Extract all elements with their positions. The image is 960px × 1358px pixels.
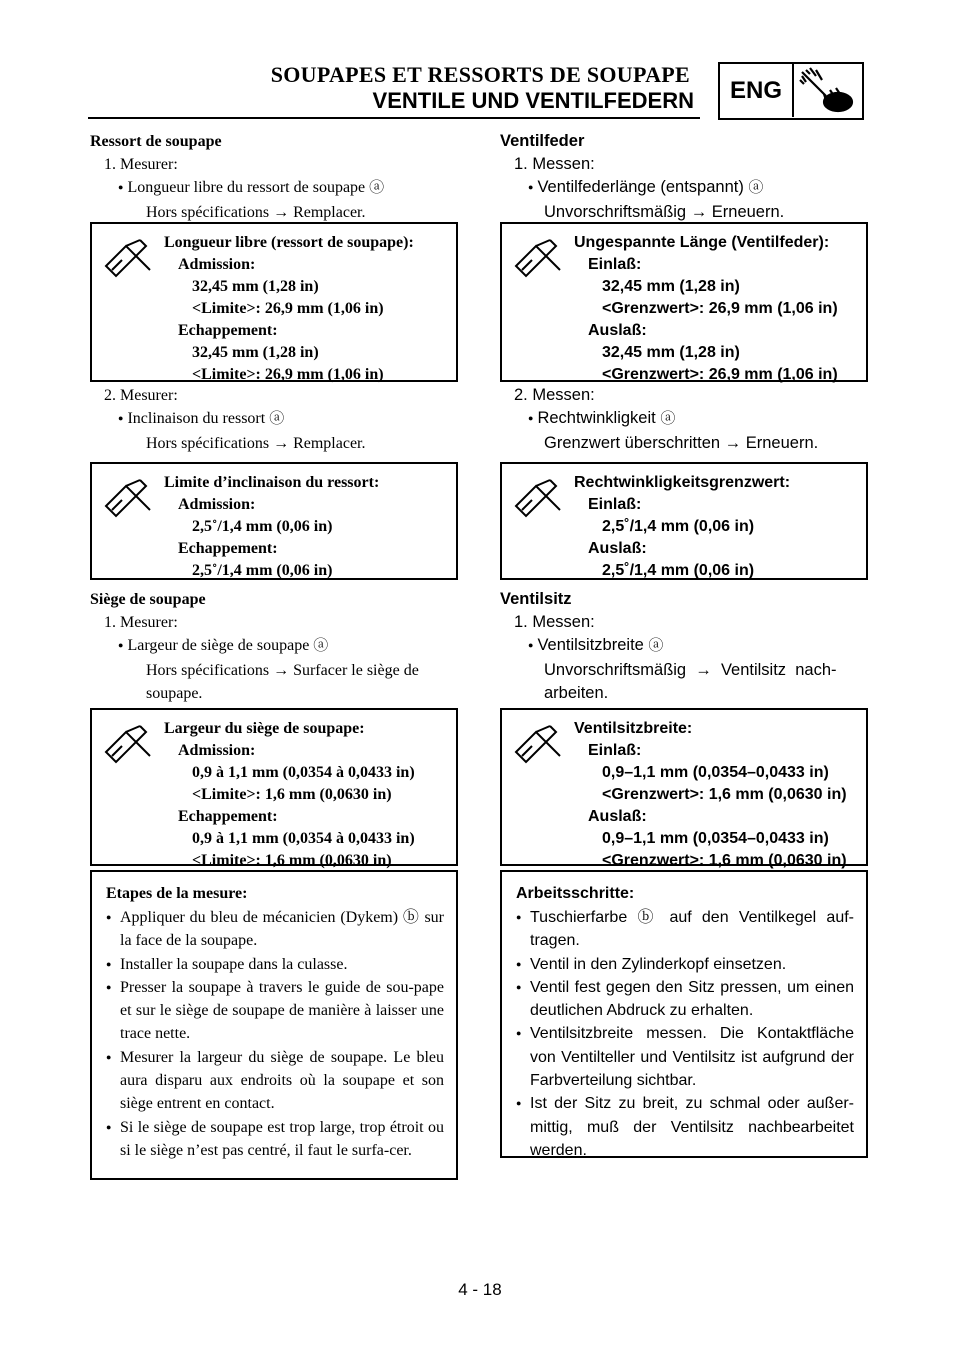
de-spring-item2-text: Rechtwinkligkeit [537, 409, 661, 427]
caliper-icon [512, 476, 564, 528]
fr-seat-step1: 1. Mesurer: [104, 614, 178, 631]
fr-spring-step1: 1. Mesurer: [104, 156, 178, 173]
fr-seat-title: Siège de soupape [90, 591, 206, 608]
de-spring-out1: Unvorschriftsmäßig → Erneuern. [544, 203, 785, 221]
header-rule [88, 117, 700, 119]
spec-line: <Limite>: 1,6 mm (0,0630 in) [192, 852, 392, 869]
caliper-icon [102, 722, 154, 774]
de-seat-item1-text: Ventilsitzbreite [537, 636, 649, 654]
fr-spring-item1-text: Longueur libre du ressort de soupape [127, 179, 370, 196]
de-spring-step2: 2. Messen: [514, 386, 595, 404]
de-spec-3-text [574, 718, 847, 872]
spec-line: <Limite>: 26,9 mm (1,06 in) [192, 300, 384, 317]
spec-line: Einlaß: [588, 742, 642, 759]
de-spring-item1 [500, 176, 870, 201]
spec-line: <Limite>: 1,6 mm (0,0630 in) [192, 786, 392, 803]
spec-line: Rechtwinkligkeitsgrenzwert: [574, 474, 791, 491]
spec-line: 32,45 mm (1,28 in) [192, 278, 319, 295]
de-spec-box-1 [500, 222, 868, 382]
spec-line: <Grenzwert>: 26,9 mm (1,06 in) [602, 366, 838, 383]
fr-spec-box-1 [90, 222, 458, 382]
spec-line: Ventilsitzbreite: [574, 720, 693, 737]
spec-line: Admission: [178, 496, 256, 513]
spec-line: 2,5˚/1,4 mm (0,06 in) [602, 562, 755, 579]
fr-spring-title: Ressort de soupape [90, 133, 222, 150]
de-seat-out1a: Unvorschriftsmäßig → Ventilsitz nach- [544, 661, 837, 679]
fr-step-item: ● Mesurer la largeur du siège de soupape. Le bleu aura disparu aux endroits où la soupape et son siège entrent en contact. [106, 1046, 444, 1116]
fr-spec-box-2 [90, 462, 458, 580]
marker-a: ⓐ [748, 178, 764, 196]
fr-column [90, 130, 460, 224]
spec-line: 2,5˚/1,4 mm (0,06 in) [192, 562, 333, 579]
de-seat-title: Ventilsitz [500, 590, 572, 608]
spec-line: 32,45 mm (1,28 in) [602, 344, 740, 361]
spec-line: Echappement: [178, 540, 278, 557]
de-step-item: ● Ventil fest gegen den Sitz pressen, um einen deutlichen Abdruck zu erhalten. [516, 976, 854, 1023]
fr-step-item: ● Si le siège de soupape est trop large, trop étroit ou si le siège n’est pas centré, il faut le surfa-cer. [106, 1116, 444, 1163]
marker-a: ⓐ [369, 178, 385, 196]
fr-spring-out2: Hors spécifications → Remplacer. [146, 435, 366, 452]
spec-line: Longueur libre (ressort de soupape): [164, 234, 414, 251]
de-column [500, 130, 870, 224]
fr-seat-section [90, 588, 460, 705]
spec-line: Echappement: [178, 808, 278, 825]
caliper-icon [102, 476, 154, 528]
fr-step-item: ● Appliquer du bleu de mécanicien (Dykem) ⓑ sur la face de la soupape. [106, 906, 444, 953]
fr-seat-item1-text: Largeur de siège de soupape [127, 637, 314, 654]
spec-line: Auslaß: [588, 540, 647, 557]
spec-line: Einlaß: [588, 256, 642, 273]
spec-line: Einlaß: [588, 496, 642, 513]
fr-step-item: ● Presser la soupape à travers le guide de sou-pape et sur le siège de soupape de manière à laisser une trace nette. [106, 976, 444, 1046]
de-spring-out2: Grenzwert überschritten → Erneuern. [544, 434, 819, 452]
page-number: 4 - 18 [458, 1280, 502, 1299]
fr-spring-item2-text: Inclinaison du ressort [127, 410, 270, 427]
caliper-icon [512, 236, 564, 288]
fr-spring-item1 [90, 176, 460, 201]
de-spring-part2 [500, 384, 870, 455]
spec-line: <Grenzwert>: 26,9 mm (1,06 in) [602, 300, 838, 317]
de-seat-step1: 1. Messen: [514, 613, 595, 631]
spec-line: <Grenzwert>: 1,6 mm (0,0630 in) [602, 852, 847, 869]
fr-seat-out1a: Hors spécifications → Surfacer le siège de [146, 662, 419, 679]
spec-line: 0,9 à 1,1 mm (0,0354 à 0,0433 in) [192, 830, 415, 847]
fr-seat-out1b: soupape. [146, 685, 203, 702]
spec-line: Ungespannte Länge (Ventilfeder): [574, 234, 830, 251]
de-spring-item1-text: Ventilfederlänge (entspannt) [537, 178, 749, 196]
fr-spring-item2 [90, 407, 460, 432]
de-spec-2-text [574, 472, 790, 582]
de-step-item: ● Ventilsitzbreite messen. Die Kontaktfläche von Ventilteller und Ventilsitz ist aufgrund der Farbverteilung sichtbar. [516, 1022, 854, 1092]
section-title-fr: SOUPAPES ET RESSORTS DE SOUPAPE [270, 62, 690, 87]
eng-badge [718, 62, 864, 120]
de-spring-title: Ventilfeder [500, 132, 585, 150]
fr-spec-2-text [164, 472, 379, 582]
de-steps-box [500, 870, 868, 1158]
section-title-de: VENTILE UND VENTILFEDERN [372, 88, 694, 113]
de-spring-step1: 1. Messen: [514, 155, 595, 173]
spec-line: 0,9–1,1 mm (0,0354–0,0433 in) [602, 764, 829, 781]
de-spec-1-text [574, 232, 838, 386]
de-step-item: ● Ventil in den Zylinderkopf einsetzen. [516, 953, 854, 976]
fr-seat-item1 [90, 634, 460, 659]
spec-line: Admission: [178, 742, 256, 759]
de-spec-box-3 [500, 708, 868, 869]
fr-step-item: ● Installer la soupape dans la culasse. [106, 953, 444, 976]
de-seat-out1b: arbeiten. [544, 684, 609, 702]
fr-spring-step2: 2. Mesurer: [104, 387, 178, 404]
fr-steps-box [90, 870, 458, 1180]
spec-line: Largeur du siège de soupape: [164, 720, 365, 737]
spec-line: Auslaß: [588, 322, 647, 339]
spec-line: <Grenzwert>: 1,6 mm (0,0630 in) [602, 786, 847, 803]
fr-steps-title: Etapes de la mesure: [106, 885, 248, 902]
marker-a: ⓐ [648, 636, 664, 654]
spec-line: 0,9–1,1 mm (0,0354–0,0433 in) [602, 830, 829, 847]
spec-line: Admission: [178, 256, 256, 273]
spec-line: 2,5˚/1,4 mm (0,06 in) [192, 518, 333, 535]
de-step-item: ● Tuschierfarbe ⓑ auf den Ventilkegel auf-tragen. [516, 906, 854, 953]
marker-a: ⓐ [269, 409, 285, 427]
spec-line: Limite d’inclinaison du ressort: [164, 474, 380, 491]
fr-spec-1-text [164, 232, 414, 386]
fr-spring-out1: Hors spécifications → Remplacer. [146, 204, 366, 221]
de-spec-box-2 [500, 462, 868, 580]
fr-spec-box-3 [90, 708, 458, 869]
fr-spring-part2 [90, 384, 460, 455]
spec-line: 32,45 mm (1,28 in) [192, 344, 319, 361]
de-seat-section [500, 588, 870, 705]
fr-spec-3-text [164, 718, 415, 872]
eng-badge-label: ENG [720, 64, 794, 117]
spec-line: Auslaß: [588, 808, 647, 825]
caliper-icon [512, 722, 564, 774]
spec-line: Echappement: [178, 322, 278, 339]
de-steps-title: Arbeitsschritte: [516, 885, 635, 902]
engine-icon [796, 66, 860, 116]
marker-a: ⓐ [660, 409, 676, 427]
de-seat-item1 [500, 634, 870, 659]
spec-line: <Limite>: 26,9 mm (1,06 in) [192, 366, 384, 383]
de-spring-item2 [500, 407, 870, 432]
marker-a: ⓐ [313, 636, 329, 654]
spec-line: 2,5˚/1,4 mm (0,06 in) [602, 518, 755, 535]
spec-line: 32,45 mm (1,28 in) [602, 278, 740, 295]
caliper-icon [102, 236, 154, 288]
de-step-item: ● Ist der Sitz zu breit, zu schmal oder außer-mittig, muß der Ventilsitz nachbearbeitet werden. [516, 1092, 854, 1162]
spec-line: 0,9 à 1,1 mm (0,0354 à 0,0433 in) [192, 764, 415, 781]
